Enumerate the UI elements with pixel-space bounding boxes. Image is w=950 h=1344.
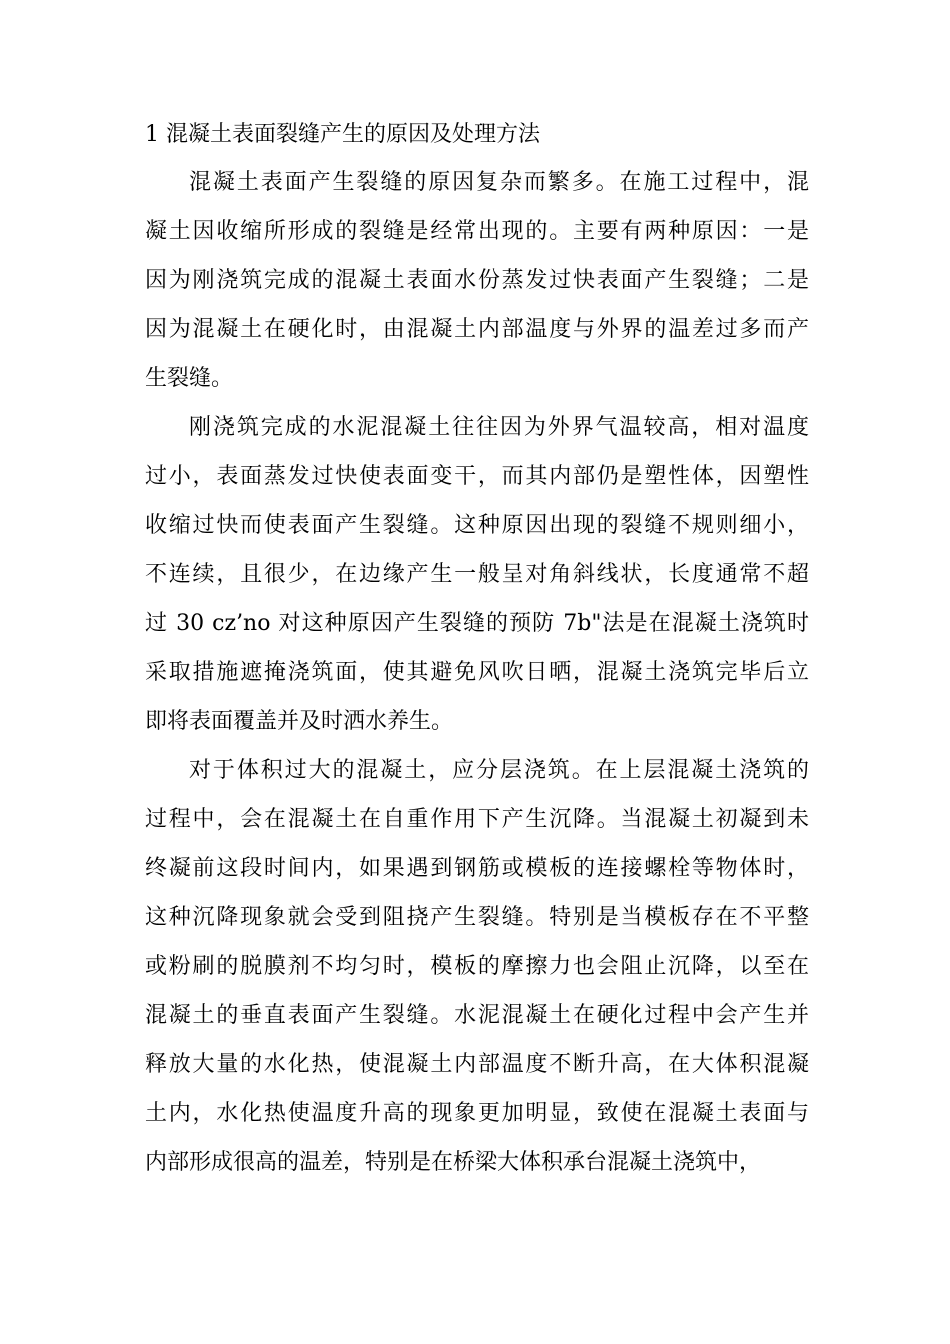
paragraph bbox=[145, 158, 809, 403]
paragraph-line: 因为混凝土在硬化时，由混凝土内部温度与外界的温差过多而产 bbox=[145, 317, 809, 342]
paragraph-line: 释放大量的水化热，使混凝土内部温度不断升高，在大体积混凝 bbox=[145, 1052, 809, 1077]
paragraph-line: 不连续，且很少，在边缘产生一般呈对角斜线状，长度通常不超 bbox=[145, 562, 809, 587]
paragraph-line: 采取措施遮掩浇筑面，使其避免风吹日晒，混凝土浇筑完毕后立 bbox=[145, 660, 809, 685]
paragraph-line: 混凝土表面产生裂缝的原因复杂而繁多。在施工过程中，混 bbox=[189, 170, 809, 195]
paragraph-line: 混凝土的垂直表面产生裂缝。水泥混凝土在硬化过程中会产生并 bbox=[145, 1003, 809, 1028]
paragraph-line: 生裂缝。 bbox=[145, 366, 234, 391]
paragraph-line: 过小，表面蒸发过快使表面变干，而其内部仍是塑性体，因塑性 bbox=[145, 464, 809, 489]
paragraph-line: 或粉刷的脱膜剂不均匀时，模板的摩擦力也会阻止沉降，以至在 bbox=[145, 954, 809, 979]
paragraph-line: 凝土因收缩所形成的裂缝是经常出现的。主要有两种原因：一是 bbox=[145, 219, 809, 244]
paragraph-line: 过程中，会在混凝土在自重作用下产生沉降。当混凝土初凝到未 bbox=[145, 807, 809, 832]
paragraphs-container bbox=[145, 158, 809, 1187]
paragraph-line: 即将表面覆盖并及时洒水养生。 bbox=[145, 709, 454, 734]
paragraph-line: 过 30 cz’no 对这种原因产生裂缝的预防 7b"法是在混凝土浇筑时 bbox=[145, 611, 809, 636]
section-heading: 1 混凝土表面裂缝产生的原因及处理方法 bbox=[145, 122, 540, 147]
paragraph-line: 因为刚浇筑完成的混凝土表面水份蒸发过快表面产生裂缝；二是 bbox=[145, 268, 809, 293]
paragraph-line: 土内，水化热使温度升高的现象更加明显，致使在混凝土表面与 bbox=[145, 1101, 809, 1126]
paragraph bbox=[145, 746, 809, 1187]
paragraph-line: 终凝前这段时间内，如果遇到钢筋或模板的连接螺栓等物体时， bbox=[145, 856, 809, 881]
document-body bbox=[145, 112, 809, 1187]
paragraph-line: 收缩过快而使表面产生裂缝。这种原因出现的裂缝不规则细小， bbox=[145, 513, 809, 538]
paragraph bbox=[145, 403, 809, 746]
paragraph-line: 内部形成很高的温差，特别是在桥梁大体积承台混凝土浇筑中， bbox=[145, 1150, 762, 1175]
paragraph-line: 这种沉降现象就会受到阻挠产生裂缝。特别是当模板存在不平整 bbox=[145, 905, 809, 930]
paragraph-line: 对于体积过大的混凝土，应分层浇筑。在上层混凝土浇筑的 bbox=[189, 758, 809, 783]
paragraph-line: 刚浇筑完成的水泥混凝土往往因为外界气温较高，相对温度 bbox=[189, 415, 809, 440]
